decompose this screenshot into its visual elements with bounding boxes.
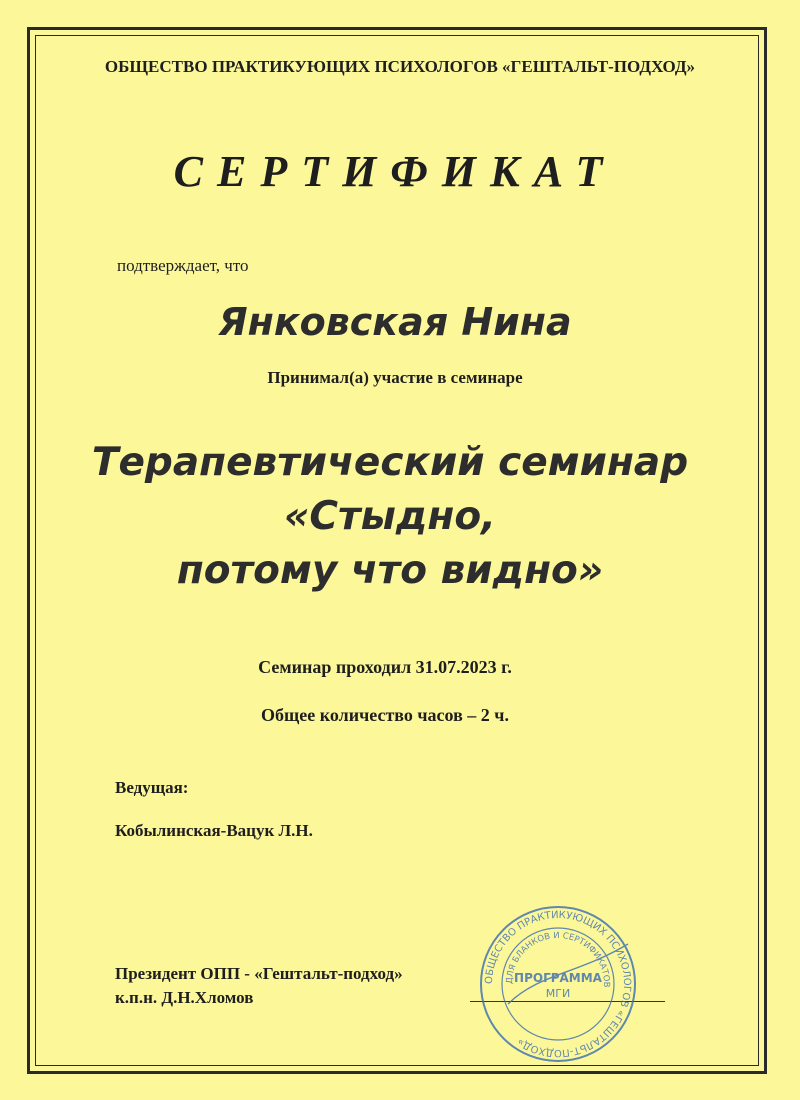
total-hours: Общее количество часов – 2 ч. bbox=[261, 705, 509, 725]
seminar-title bbox=[0, 436, 780, 598]
seminar-date: Семинар проходил 31.07.2023 г. bbox=[258, 657, 512, 677]
seal-inner-text: ДЛЯ БЛАНКОВ И СЕРТИФИКАТОВ bbox=[504, 930, 612, 988]
organization-seal bbox=[478, 904, 638, 1064]
seminar-title-line-1: Терапевтический семинар bbox=[91, 440, 689, 485]
president-name: к.п.н. Д.Н.Хломов bbox=[115, 988, 254, 1007]
seminar-title-line-3: потому что видно» bbox=[176, 548, 604, 593]
president-title: Президент ОПП - «Гештальт-подход» bbox=[115, 964, 403, 983]
organization-header: ОБЩЕСТВО ПРАКТИКУЮЩИХ ПСИХОЛОГОВ «ГЕШТАЛЬТ-ПОДХОД» bbox=[104, 57, 696, 76]
seal-center-line-2: МГИ bbox=[545, 987, 571, 1000]
seal-center-line-1: ПРОГРАММА bbox=[514, 971, 602, 985]
confirms-text: подтверждает, что bbox=[117, 256, 249, 275]
certificate-title: СЕРТИФИКАТ bbox=[173, 147, 617, 196]
seal-outer-text: ОБЩЕСТВО ПРАКТИКУЮЩИХ ПСИХОЛОГОВ «ГЕШТАЛЬТ-ПОДХОД» bbox=[483, 909, 633, 1059]
leader-label: Ведущая: bbox=[115, 778, 189, 797]
recipient-name: Янковская Нина bbox=[218, 300, 572, 344]
participation-text: Принимал(а) участие в семинаре bbox=[267, 368, 523, 387]
seminar-title-line-2: «Стыдно, bbox=[284, 494, 496, 539]
leader-name: Кобылинская-Вацук Л.Н. bbox=[115, 821, 313, 840]
